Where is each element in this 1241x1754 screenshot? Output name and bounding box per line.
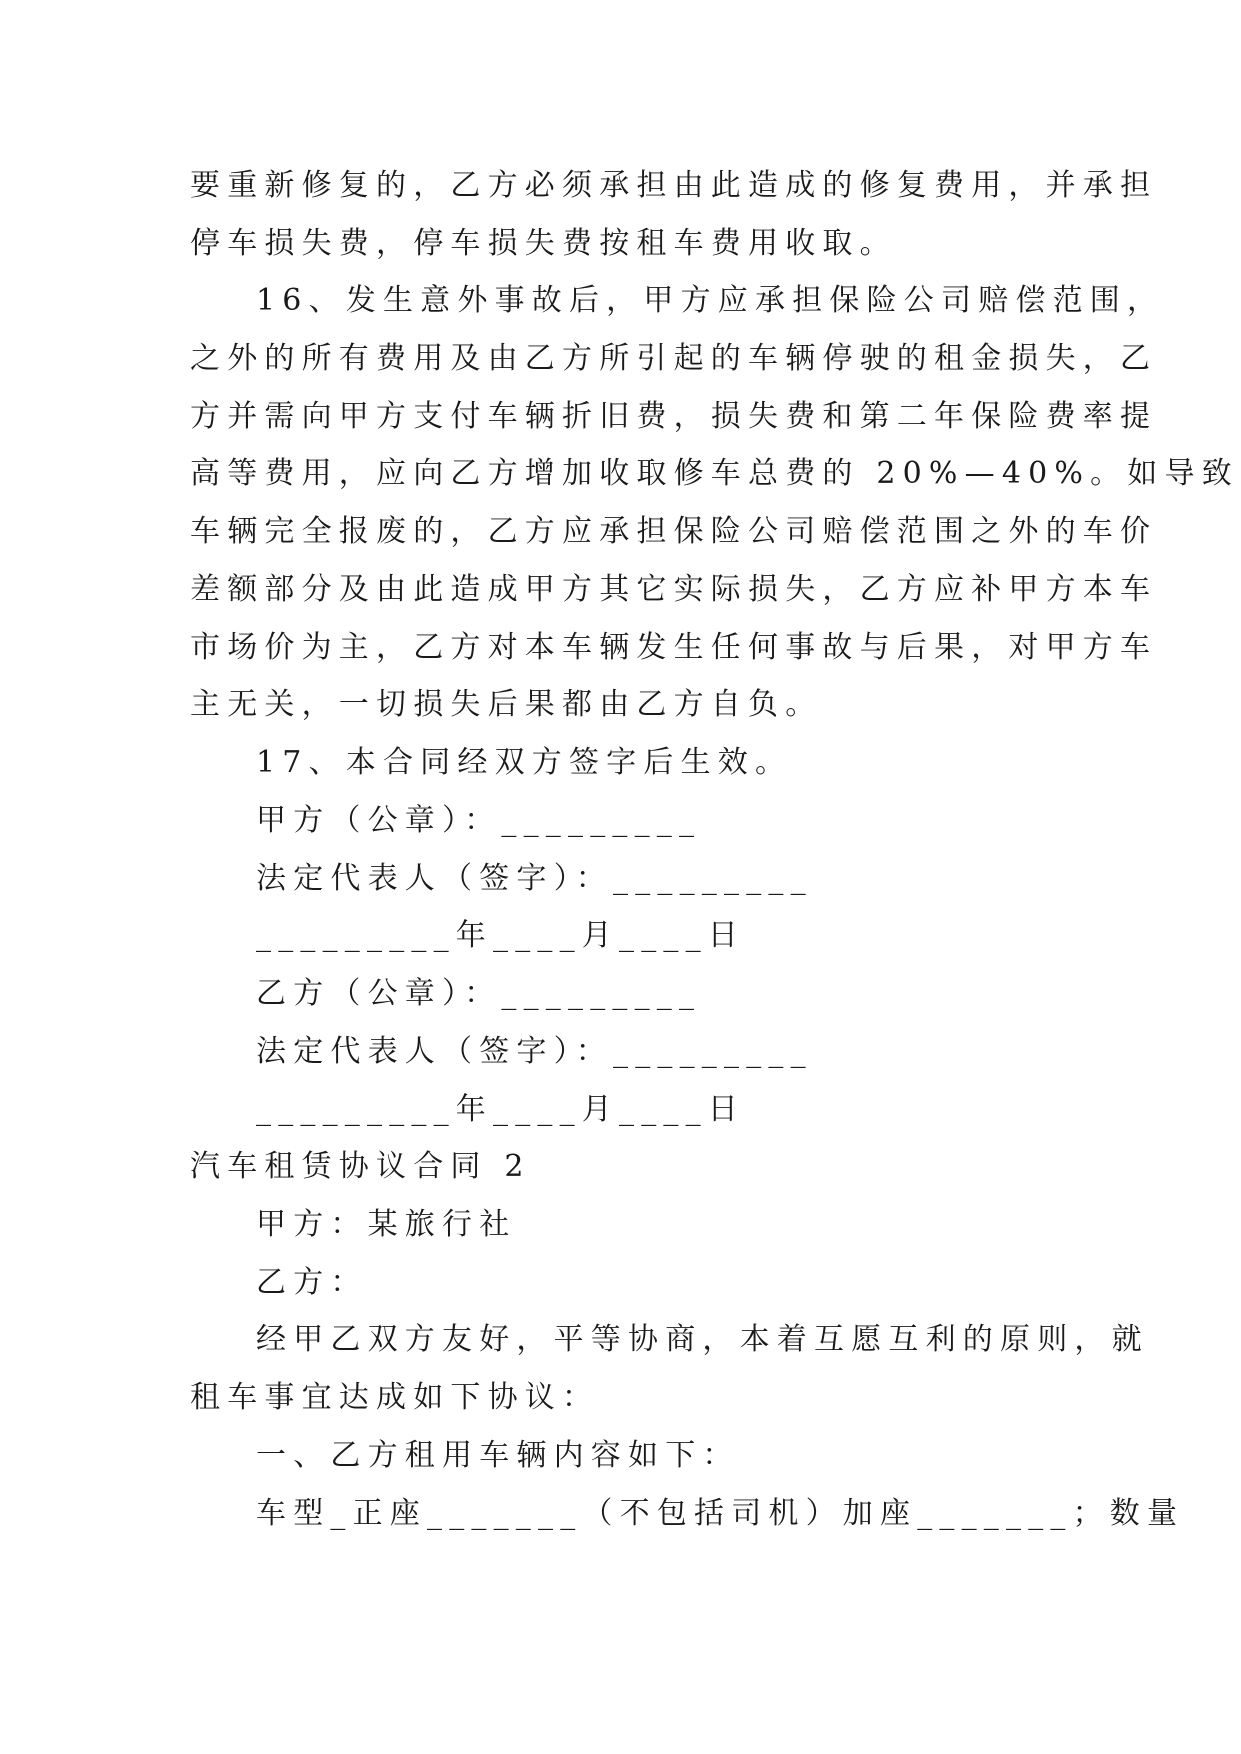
contract-2-preamble-line-1: 经甲乙双方友好，平等协商，本着互愿互利的原则，就	[256, 1322, 1149, 1357]
party-a-date: _________年____月____日	[256, 918, 745, 953]
clause-16-line-8: 主无关，一切损失后果都由乙方自负。	[190, 687, 823, 722]
clause-17: 17、本合同经双方签字后生效。	[256, 745, 793, 780]
contract-2-party-a: 甲方：某旅行社	[256, 1207, 517, 1242]
clause-16-line-5: 车辆完全报废的，乙方应承担保险公司赔偿范围之外的车价	[190, 514, 1158, 549]
party-a-seal: 甲方（公章）：_________	[256, 803, 702, 838]
vehicle-details-line: 车型_正座_______（不包括司机）加座_______；数量	[256, 1496, 1185, 1531]
clause-16-line-1: 16、发生意外事故后，甲方应承担保险公司赔偿范围，	[256, 283, 1165, 318]
party-b-seal: 乙方（公章）：_________	[256, 976, 702, 1011]
party-b-date: _________年____月____日	[256, 1092, 745, 1127]
text-line-2: 停车损失费，停车损失费按租车费用收取。	[190, 226, 897, 261]
clause-16-line-6: 差额部分及由此造成甲方其它实际损失，乙方应补甲方本车	[190, 572, 1158, 607]
party-b-representative: 法定代表人（签字）：_________	[256, 1034, 813, 1069]
clause-16-line-7: 市场价为主，乙方对本车辆发生任何事故与后果，对甲方车	[190, 630, 1158, 665]
clause-16-line-2: 之外的所有费用及由乙方所引起的车辆停驶的租金损失，乙	[190, 341, 1158, 376]
section-1-heading: 一、乙方租用车辆内容如下：	[256, 1438, 740, 1473]
contract-2-party-b: 乙方：	[256, 1265, 368, 1300]
contract-2-title: 汽车租赁协议合同 2	[190, 1149, 531, 1184]
clause-16-line-4: 高等费用，应向乙方增加收取修车总费的 20%—40%。如导致	[190, 456, 1239, 491]
party-a-representative: 法定代表人（签字）：_________	[256, 861, 813, 896]
text-line-1: 要重新修复的，乙方必须承担由此造成的修复费用，并承担	[190, 168, 1158, 203]
contract-2-preamble-line-2: 租车事宜达成如下协议：	[190, 1380, 600, 1415]
clause-16-line-3: 方并需向甲方支付车辆折旧费，损失费和第二年保险费率提	[190, 399, 1158, 434]
